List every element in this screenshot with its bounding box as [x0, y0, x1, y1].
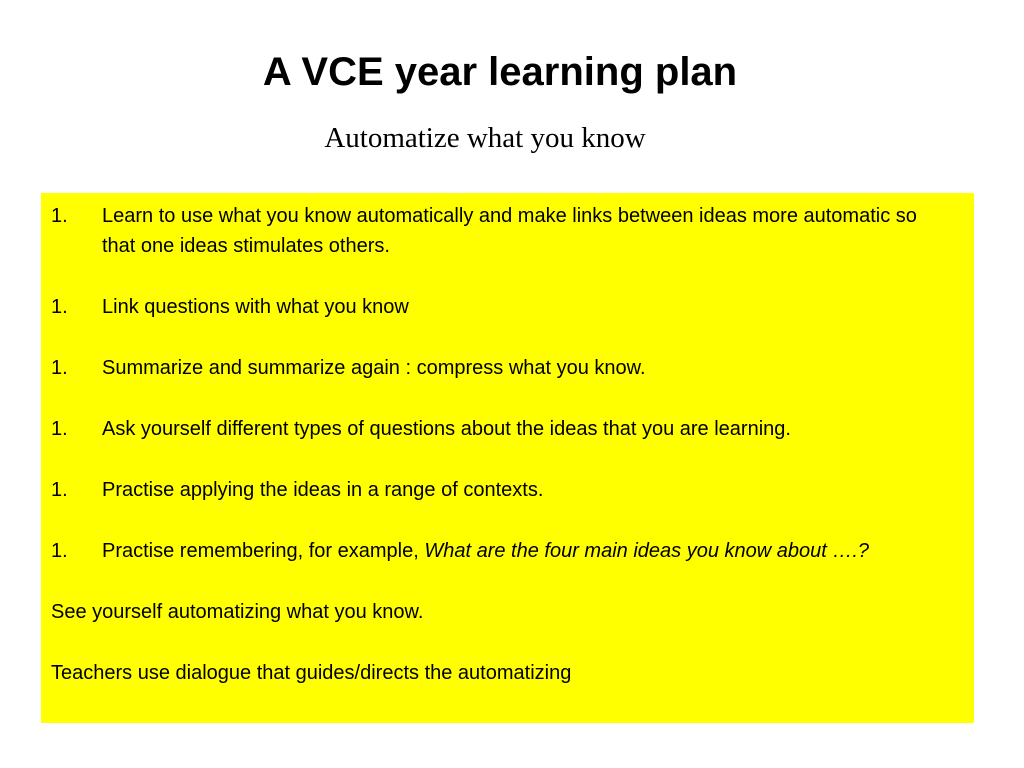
- list-number: 1.: [51, 205, 68, 227]
- list-text: Ask yourself different types of questions about the ideas that you are learning.: [102, 418, 791, 440]
- list-text-container: [102, 536, 944, 566]
- list-item: [51, 536, 944, 566]
- list-text-italic: What are the four main ideas you know about ….?: [424, 540, 870, 562]
- list-text: Practise applying the ideas in a range of contexts.: [102, 479, 544, 501]
- list-text: Learn to use what you know automatically and make links between ideas more automatic so that one ideas stimulates others.: [102, 205, 917, 257]
- list-item: [51, 201, 944, 261]
- content-box: [41, 193, 974, 723]
- slide-title: A VCE year learning plan: [262, 50, 738, 94]
- list-text: Link questions with what you know: [102, 296, 409, 318]
- list-item: [51, 414, 944, 444]
- list-number: 1.: [51, 540, 68, 562]
- list-number: 1.: [51, 479, 68, 501]
- list-item: [51, 292, 944, 322]
- closing-line: See yourself automatizing what you know.: [51, 601, 424, 623]
- list-text: Summarize and summarize again : compress what you know.: [102, 357, 646, 379]
- list-item: [51, 475, 944, 505]
- list-item: [51, 353, 944, 383]
- slide-subtitle: Automatize what you know: [324, 122, 646, 154]
- closing-line: Teachers use dialogue that guides/directs the automatizing: [51, 662, 572, 684]
- list-number: 1.: [51, 357, 68, 379]
- list-number: 1.: [51, 418, 68, 440]
- list-text: Practise remembering, for example,: [102, 540, 425, 562]
- list-number: 1.: [51, 296, 68, 318]
